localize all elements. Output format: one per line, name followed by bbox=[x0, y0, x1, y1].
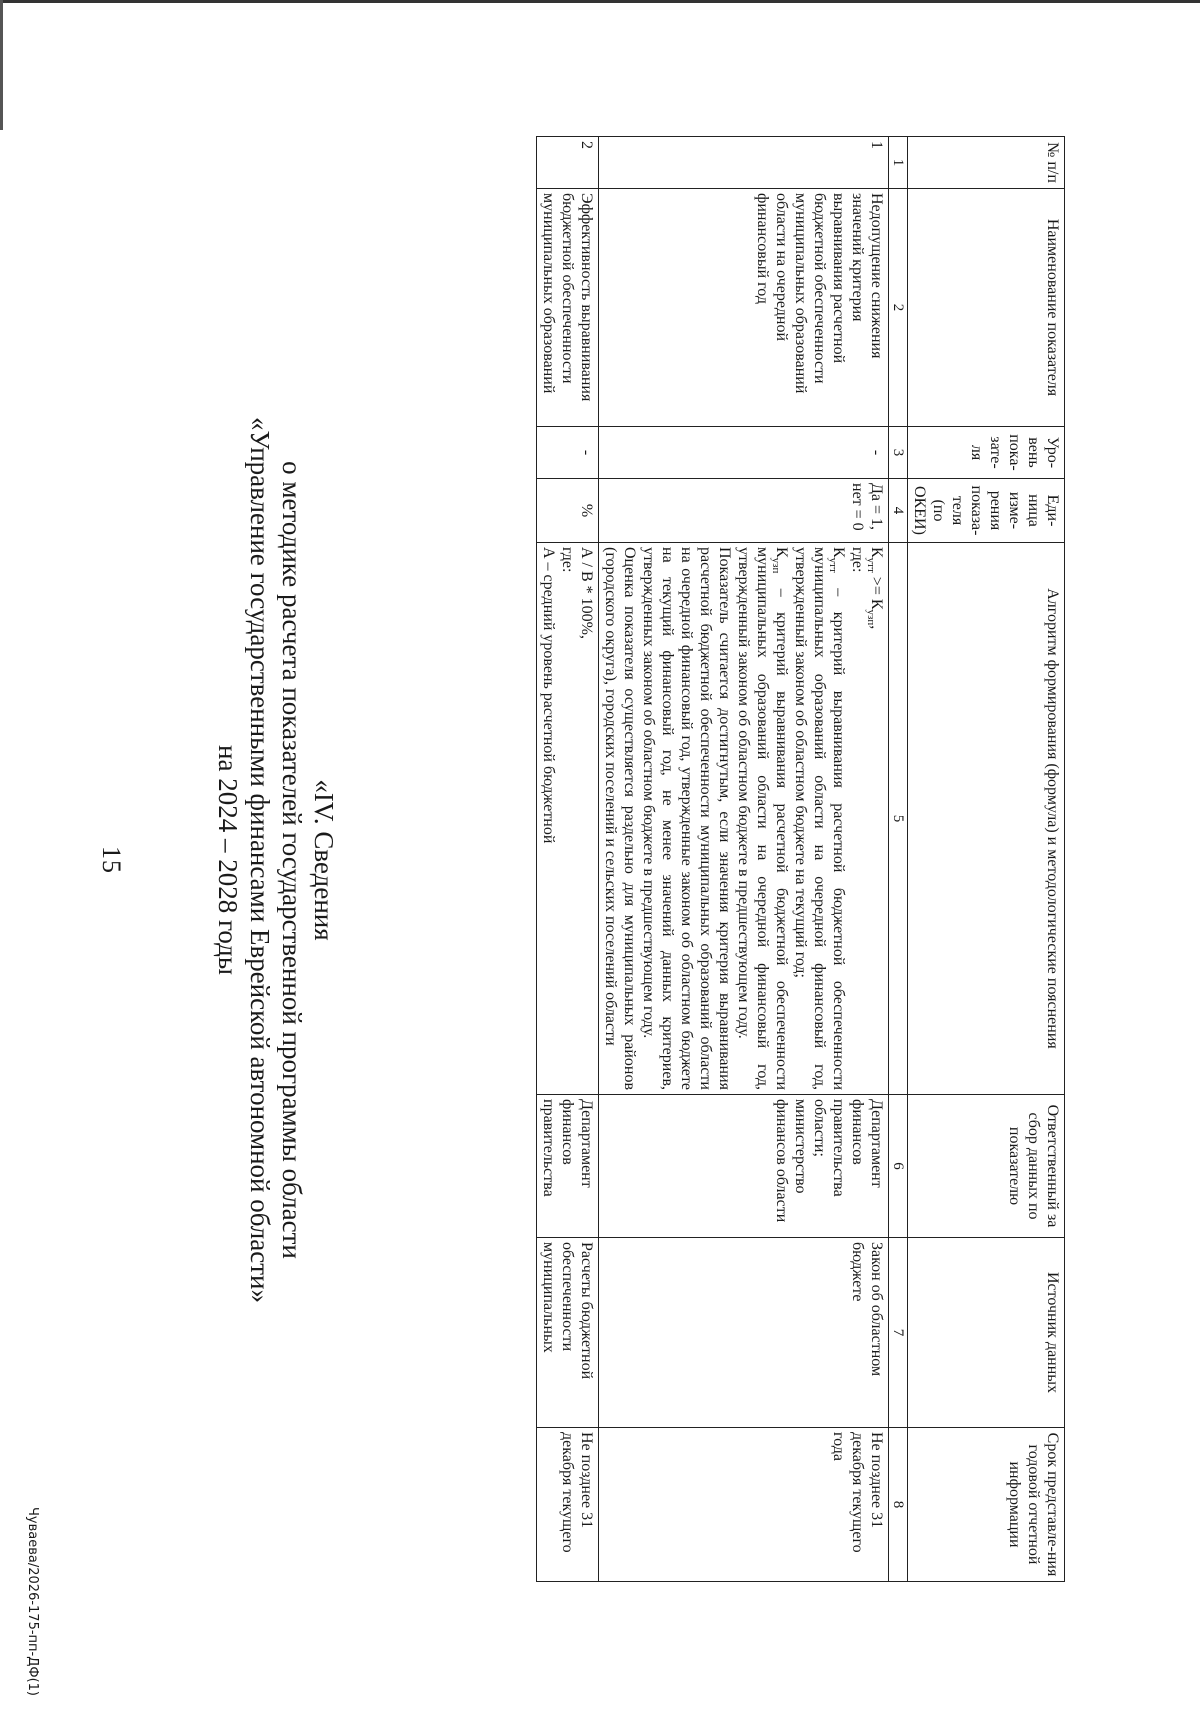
row-unit: % bbox=[537, 479, 599, 543]
row-responsible: Департамент финансов правительства bbox=[537, 1095, 599, 1238]
row-num: 1 bbox=[599, 137, 889, 189]
row-indicator-name: Эффективность выравнивания бюджетной обеспеченности муниципальных образований bbox=[537, 189, 599, 427]
table-row bbox=[537, 137, 599, 1582]
column-number: 2 bbox=[889, 189, 908, 427]
paragraph-text: – критерий выравнивания расчетной бюджетной обеспеченности муниципальных образований области на очередной финансовый год, утвержденный законом об областном бюджете на текущий год; bbox=[792, 547, 847, 1090]
indicators-methodology-table bbox=[375, 136, 1065, 1581]
header-unit: Еди-ница изме-рения показа-теля (по ОКЕИ) bbox=[908, 479, 1065, 543]
column-number-row bbox=[889, 137, 908, 1582]
algorithm-paragraph bbox=[791, 547, 848, 1090]
formula-end: , bbox=[868, 625, 885, 630]
formula-symbol: К bbox=[830, 547, 847, 558]
column-number: 8 bbox=[889, 1428, 908, 1582]
table-row bbox=[599, 137, 889, 1582]
header-num: № п/п bbox=[908, 137, 1065, 189]
column-number: 3 bbox=[889, 427, 908, 479]
column-number: 7 bbox=[889, 1238, 908, 1428]
row-algorithm bbox=[537, 543, 599, 1095]
formula-line bbox=[864, 547, 886, 1090]
row-source: Закон об областном бюджете bbox=[599, 1238, 889, 1428]
algorithm-paragraph: А – средний уровень расчетной бюджетной bbox=[540, 547, 557, 844]
header-responsible: Ответственный за сбор данных по показателю bbox=[908, 1095, 1065, 1238]
header-deadline: Срок представле-ния годовой отчетной информации bbox=[908, 1428, 1065, 1582]
formula-line: А / В * 100%, bbox=[578, 547, 595, 639]
where-label: где: bbox=[559, 547, 576, 573]
header-name: Наименование показателя bbox=[908, 189, 1065, 427]
row-num: 2 bbox=[537, 137, 599, 189]
row-source: Расчеты бюджетной обеспеченности муниципальных bbox=[537, 1238, 599, 1428]
algorithm-paragraph bbox=[734, 547, 791, 1090]
paragraph-text: – критерий выравнивания расчетной бюджетной обеспеченности муниципальных образований области на очередной финансовый год, утвержденный законом об областном бюджете в предшествующем году. bbox=[735, 547, 790, 1090]
table-header-row bbox=[908, 137, 1065, 1582]
formula-symbol: К bbox=[773, 547, 790, 558]
where-label: где: bbox=[849, 547, 866, 573]
header-source: Источник данных bbox=[908, 1238, 1065, 1428]
row-responsible: Департамент финансов правительства области; министерство финансов области bbox=[599, 1095, 889, 1238]
document-code: Чуваева/2026-175-пп-ДФ(1) bbox=[25, 1507, 40, 1696]
title-line-3: «Управление государственными финансами Еврейской автономной области» bbox=[245, 416, 275, 1303]
formula-subscript: узп bbox=[769, 557, 782, 574]
row-level: - bbox=[599, 427, 889, 479]
column-number: 6 bbox=[889, 1095, 908, 1238]
section-title bbox=[212, 360, 340, 1360]
title-line-4: на 2024 – 2028 годы bbox=[213, 745, 243, 975]
row-algorithm bbox=[599, 543, 889, 1095]
row-unit: Да = 1, нет = 0 bbox=[599, 479, 889, 543]
formula-subscript: утт bbox=[864, 557, 877, 573]
formula-subscript: узп bbox=[864, 609, 877, 626]
column-number: 4 bbox=[889, 479, 908, 543]
row-deadline: Не позднее 31 декабря текущего bbox=[537, 1428, 599, 1582]
row-deadline: Не позднее 31 декабря текущего года bbox=[599, 1428, 889, 1582]
title-line-1: «IV. Сведения bbox=[309, 779, 339, 941]
formula-subscript: утт bbox=[826, 557, 839, 573]
row-indicator-name: Недопущение снижения значений критерия выравнивания расчетной бюджетной обеспеченности муниципальных образований области на очередной финансовый год bbox=[599, 189, 889, 427]
formula-operator: >= К bbox=[868, 572, 885, 610]
formula-symbol: К bbox=[868, 547, 885, 558]
algorithm-paragraph: Показатель считается достигнутым, если значения критерия выравнивания расчетной бюджетной обеспеченности муниципальных образований области на очередной финансовый год, утвержденные законом об областном бюджете на текущий финансовый год, не менее значений данных критериев, утвержденных законом об областном бюджете в предшествующем году. bbox=[640, 547, 733, 1090]
header-level: Уро-вень пока-зате-ля bbox=[908, 427, 1065, 479]
title-line-2: о методике расчета показателей государственной программы области bbox=[277, 461, 307, 1259]
algorithm-paragraph: Оценка показателя осуществляется раздельно для муниципальных районов (городского округа), городских поселений и сельских поселений области bbox=[602, 547, 638, 1090]
column-number: 1 bbox=[889, 137, 908, 189]
column-number: 5 bbox=[889, 543, 908, 1095]
page-number: 15 bbox=[97, 846, 126, 874]
header-algorithm: Алгоритм формирования (формула) и методологические пояснения bbox=[908, 543, 1065, 1095]
row-level: - bbox=[537, 427, 599, 479]
